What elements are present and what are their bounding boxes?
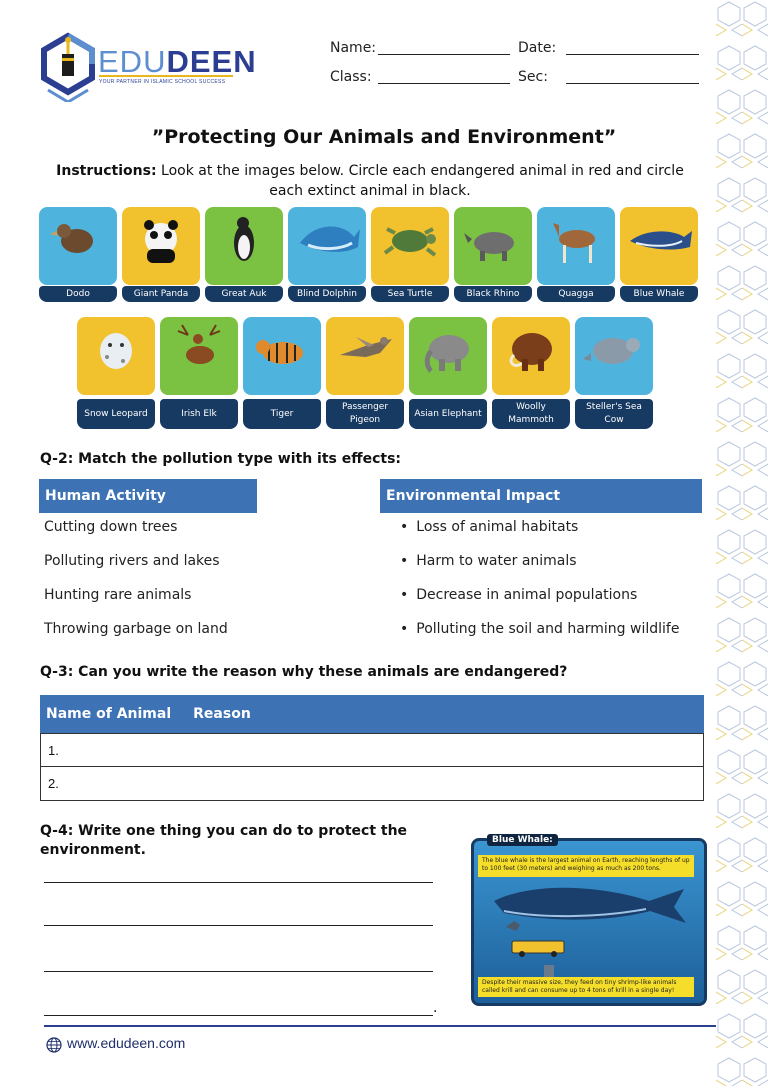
- activity-item[interactable]: Hunting rare animals: [44, 587, 192, 603]
- animal-card[interactable]: [77, 317, 155, 429]
- brand-tagline: YOUR PARTNER IN ISLAMIC SCHOOL SUCCESS: [99, 79, 226, 85]
- animal-card[interactable]: [288, 207, 366, 302]
- impact-item[interactable]: • Decrease in animal populations: [400, 587, 637, 603]
- animal-label: Black Rhino: [454, 286, 532, 302]
- animal-label: Blind Dolphin: [288, 286, 366, 302]
- date-field[interactable]: [566, 40, 699, 55]
- animal-card[interactable]: [371, 207, 449, 302]
- impact-item[interactable]: • Loss of animal habitats: [400, 519, 578, 535]
- animal-label: Dodo: [39, 286, 117, 302]
- q2-header-activity: Human Activity: [39, 479, 257, 513]
- animal-label: Steller's Sea Cow: [575, 399, 653, 429]
- animal-image: [288, 207, 366, 285]
- header-reason: Reason: [193, 706, 251, 722]
- answer-line[interactable]: [44, 971, 433, 972]
- animal-image: [454, 207, 532, 285]
- reason-table: [40, 695, 704, 801]
- animal-label: Giant Panda: [122, 286, 200, 302]
- reason-table-header: [40, 695, 704, 733]
- animal-label: Blue Whale: [620, 286, 698, 302]
- class-label: Class:: [330, 69, 372, 85]
- animal-image: [620, 207, 698, 285]
- trailing-dot: .: [433, 1000, 438, 1016]
- animal-label: Great Auk: [205, 286, 283, 302]
- animal-card[interactable]: [537, 207, 615, 302]
- brand-underline: [99, 75, 233, 77]
- animal-card[interactable]: [409, 317, 487, 429]
- instructions: [40, 161, 700, 201]
- reason-row[interactable]: 2.: [40, 767, 704, 801]
- date-label: Date:: [518, 40, 557, 56]
- animal-label: Passenger Pigeon: [326, 399, 404, 429]
- activity-item[interactable]: Throwing garbage on land: [44, 621, 228, 637]
- animal-image: [409, 317, 487, 395]
- worksheet-title: ”Protecting Our Animals and Environment”: [151, 126, 617, 148]
- q3-heading: Q-3: Can you write the reason why these animals are endangered?: [40, 664, 568, 680]
- edudeen-logo: [38, 28, 102, 102]
- whale-fact-top: The blue whale is the largest animal on Earth, reaching lengths of up to 100 feet (30 meters) and weighing as much as 200 tons.: [478, 855, 694, 877]
- globe-icon: [46, 1037, 62, 1053]
- q4-heading: Q-4: Write one thing you can do to protect the environment.: [40, 823, 408, 858]
- animal-image: [122, 207, 200, 285]
- animal-image: [39, 207, 117, 285]
- animal-image: [537, 207, 615, 285]
- reason-row[interactable]: 1.: [40, 733, 704, 767]
- class-field[interactable]: [378, 69, 510, 84]
- animal-card[interactable]: [454, 207, 532, 302]
- impact-item[interactable]: • Harm to water animals: [400, 553, 577, 569]
- animal-card[interactable]: [122, 207, 200, 302]
- answer-line[interactable]: [44, 925, 433, 926]
- animal-label: Snow Leopard: [77, 399, 155, 429]
- decorative-pattern: [716, 0, 768, 1086]
- whale-fact-bottom: Despite their massive size, they feed on tiny shrimp-like animals called krill and can consume up to 4 tons of krill in a single day!: [478, 977, 694, 997]
- animal-image: [575, 317, 653, 395]
- sec-label: Sec:: [518, 69, 548, 85]
- whale-fact-box: [471, 838, 707, 1006]
- animal-label: Woolly Mammoth: [492, 399, 570, 429]
- brand-name: EDUDEEN: [98, 44, 257, 79]
- activity-item[interactable]: Cutting down trees: [44, 519, 178, 535]
- sec-field[interactable]: [566, 69, 699, 84]
- name-label: Name:: [330, 40, 377, 56]
- animal-image: [160, 317, 238, 395]
- animal-image: [326, 317, 404, 395]
- animal-card[interactable]: [39, 207, 117, 302]
- animal-label: Tiger: [243, 399, 321, 429]
- animal-card[interactable]: [575, 317, 653, 429]
- whale-fact-tag: Blue Whale:: [487, 834, 558, 846]
- animal-card[interactable]: [205, 207, 283, 302]
- animal-card[interactable]: [326, 317, 404, 429]
- header-animal: Name of Animal: [46, 706, 172, 722]
- footer-url[interactable]: www.edudeen.com: [67, 1035, 186, 1051]
- instructions-label: Instructions:: [56, 163, 157, 179]
- impact-item[interactable]: • Polluting the soil and harming wildlife: [400, 621, 679, 637]
- name-field[interactable]: [378, 40, 510, 55]
- animal-card[interactable]: [243, 317, 321, 429]
- animal-label: Quagga: [537, 286, 615, 302]
- q2-heading: Q-2: Match the pollution type with its effects:: [40, 451, 402, 467]
- animal-image: [243, 317, 321, 395]
- animal-card[interactable]: [160, 317, 238, 429]
- animal-card[interactable]: [620, 207, 698, 302]
- answer-line[interactable]: [44, 882, 433, 883]
- q2-header-impact: Environmental Impact: [380, 479, 702, 513]
- answer-line[interactable]: [44, 1015, 433, 1016]
- animal-label: Sea Turtle: [371, 286, 449, 302]
- animal-label: Irish Elk: [160, 399, 238, 429]
- animal-image: [492, 317, 570, 395]
- animal-image: [77, 317, 155, 395]
- animal-label: Asian Elephant: [409, 399, 487, 429]
- footer-divider: [44, 1025, 716, 1027]
- animal-card[interactable]: [492, 317, 570, 429]
- activity-item[interactable]: Polluting rivers and lakes: [44, 553, 220, 569]
- instructions-text: Look at the images below. Circle each endangered animal in red and circle each extinct animal in black.: [156, 163, 684, 199]
- animal-image: [371, 207, 449, 285]
- animal-image: [205, 207, 283, 285]
